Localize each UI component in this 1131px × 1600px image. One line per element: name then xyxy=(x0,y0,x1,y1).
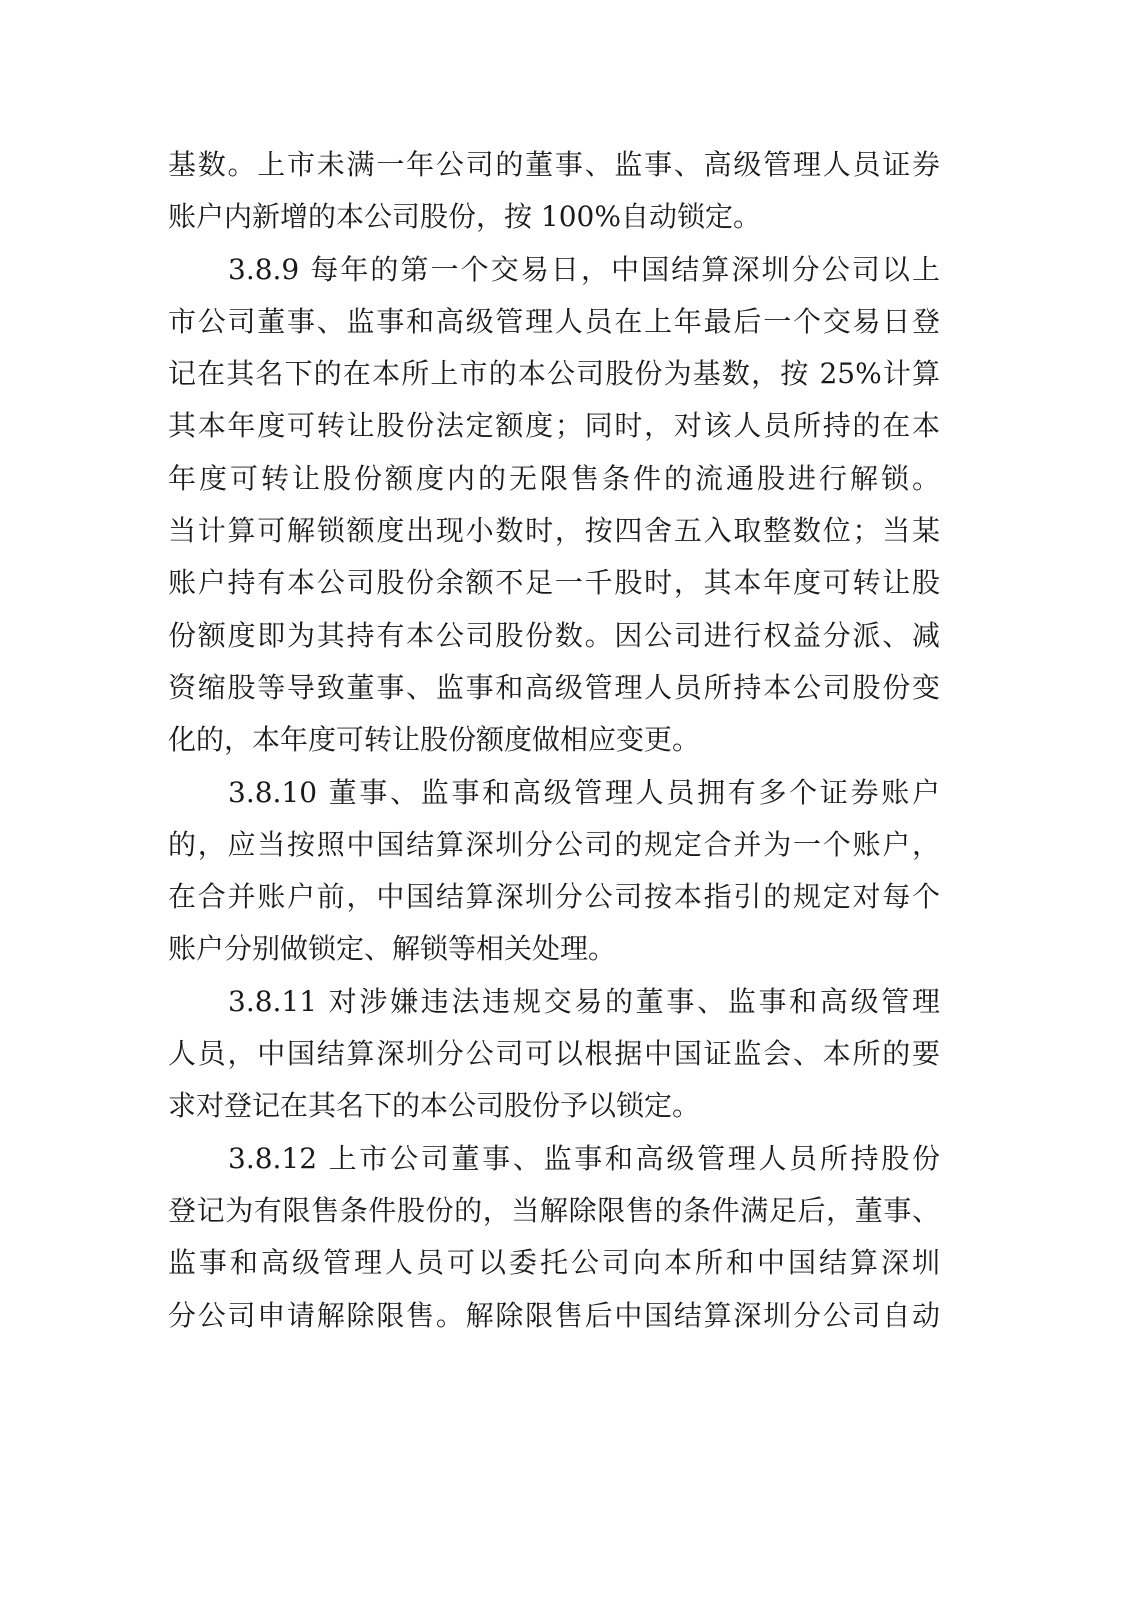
text-line: 化的，本年度可转让股份额度做相应变更。 xyxy=(168,723,701,757)
text-line: 分公司申请解除限售。解除限售后中国结算深圳分公司自动 xyxy=(168,1298,940,1332)
text-line: 3.8.12 上市公司董事、监事和高级管理人员所持股份 xyxy=(228,1141,940,1175)
document-body xyxy=(168,139,940,1342)
text-line: 在合并账户前，中国结算深圳分公司按本指引的规定对每个 xyxy=(168,880,940,914)
paragraph-3-8-11 xyxy=(168,976,940,1133)
text-line: 3.8.11 对涉嫌违法违规交易的董事、监事和高级管理 xyxy=(228,984,940,1018)
text-line: 年度可转让股份额度内的无限售条件的流通股进行解锁。 xyxy=(168,461,940,495)
text-line: 记在其名下的在本所上市的本公司股份为基数，按 25%计算 xyxy=(168,357,940,391)
text-line: 当计算可解锁额度出现小数时，按四舍五入取整数位；当某 xyxy=(168,514,940,548)
text-line: 人员，中国结算深圳分公司可以根据中国证监会、本所的要 xyxy=(168,1037,940,1071)
text-line: 账户内新增的本公司股份，按 100%自动锁定。 xyxy=(168,200,761,234)
text-line: 登记为有限售条件股份的，当解除限售的条件满足后，董事、 xyxy=(168,1193,940,1227)
text-line: 市公司董事、监事和高级管理人员在上年最后一个交易日登 xyxy=(168,304,940,338)
text-line: 3.8.10 董事、监事和高级管理人员拥有多个证券账户 xyxy=(228,775,940,809)
text-line: 资缩股等导致董事、监事和高级管理人员所持本公司股份变 xyxy=(168,670,940,704)
text-line: 求对登记在其名下的本公司股份予以锁定。 xyxy=(168,1089,701,1123)
paragraph-3-8-12 xyxy=(168,1133,940,1342)
text-line: 的，应当按照中国结算深圳分公司的规定合并为一个账户， xyxy=(168,827,940,861)
text-line: 账户分别做锁定、解锁等相关处理。 xyxy=(168,932,617,966)
text-line: 账户持有本公司股份余额不足一千股时，其本年度可转让股 xyxy=(168,566,940,600)
text-line: 其本年度可转让股份法定额度；同时，对该人员所持的在本 xyxy=(168,409,940,443)
paragraph-3-8-10 xyxy=(168,767,940,976)
paragraph-3-8-9 xyxy=(168,244,940,767)
text-line: 监事和高级管理人员可以委托公司向本所和中国结算深圳 xyxy=(168,1246,940,1280)
paragraph-continuation xyxy=(168,139,940,244)
text-line: 基数。上市未满一年公司的董事、监事、高级管理人员证券 xyxy=(168,148,940,181)
text-line: 3.8.9 每年的第一个交易日，中国结算深圳分公司以上 xyxy=(228,252,940,286)
text-line: 份额度即为其持有本公司股份数。因公司进行权益分派、减 xyxy=(168,618,940,652)
